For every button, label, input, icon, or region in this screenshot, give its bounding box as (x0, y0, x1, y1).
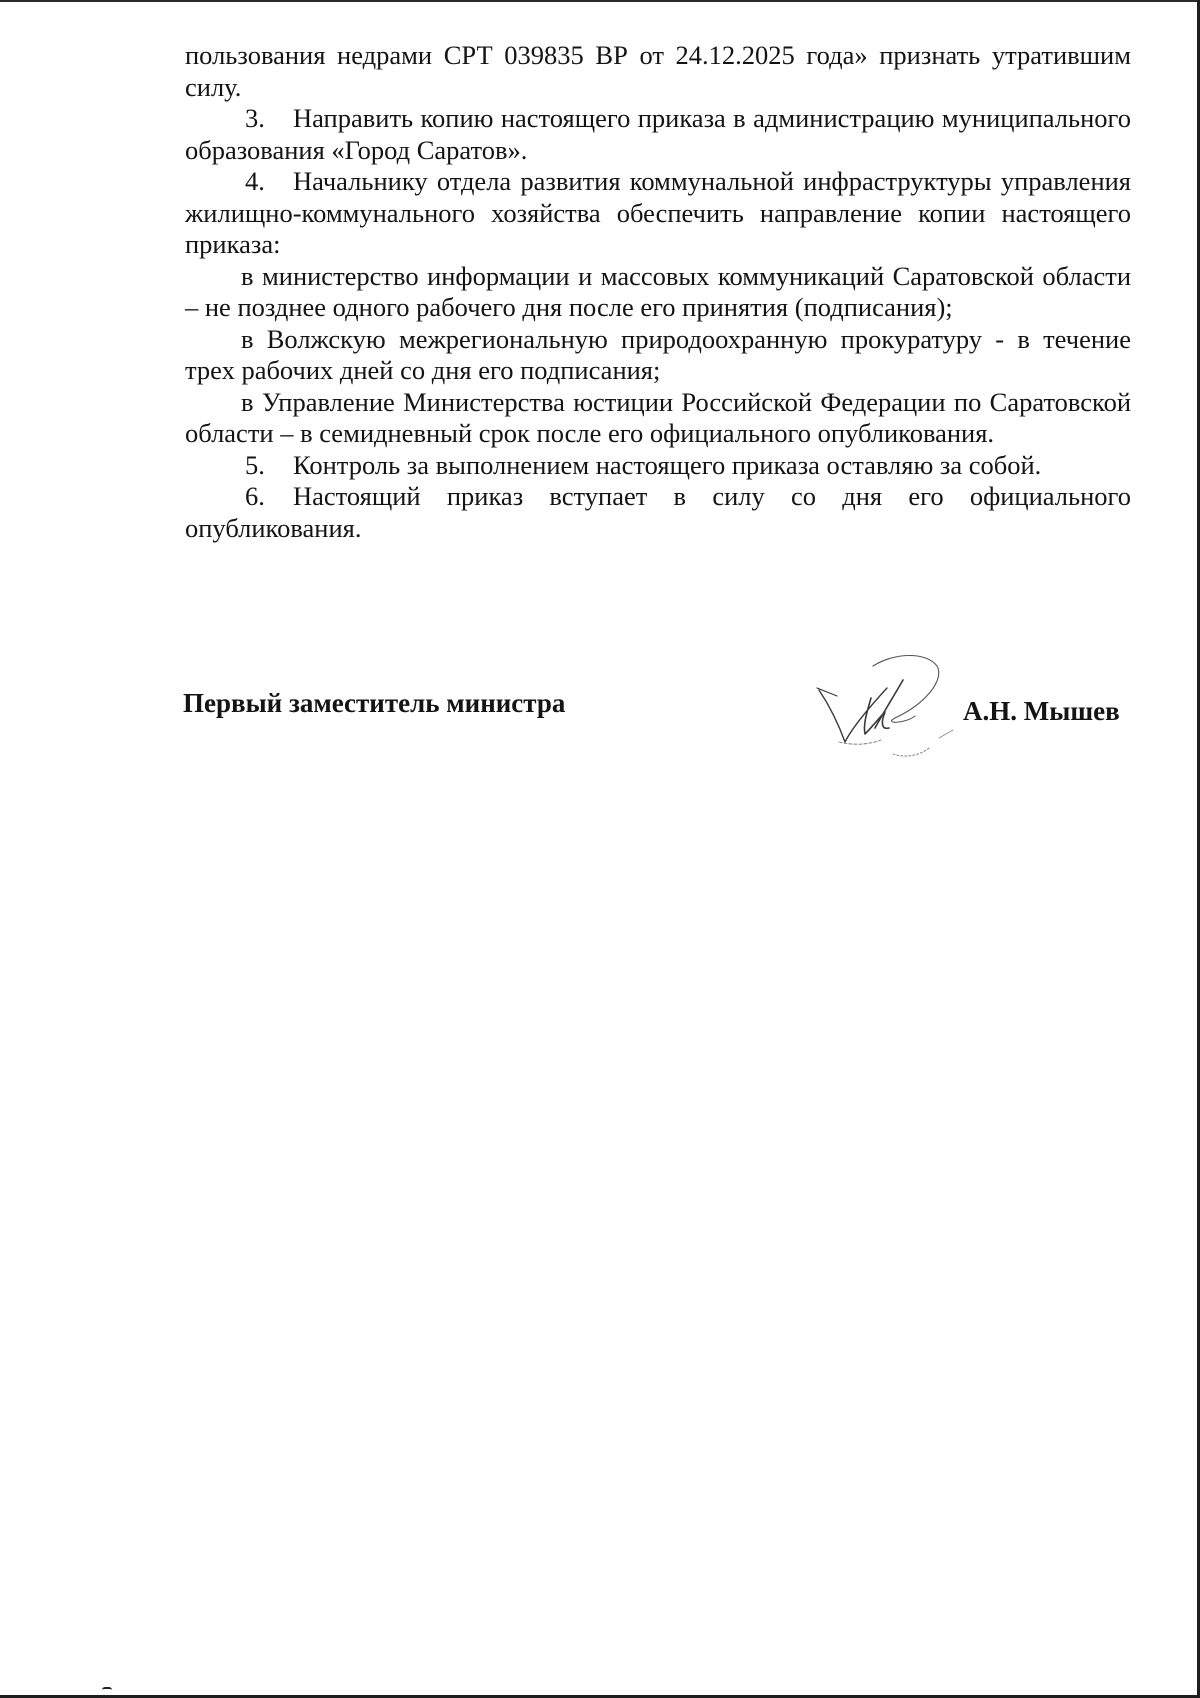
item-number: 3. (245, 103, 265, 133)
paragraph-item-6 (185, 481, 1131, 544)
paragraph-item-5 (185, 450, 1131, 482)
signatory-name: А.Н. Мышев (963, 696, 1120, 726)
paragraph-text: Настоящий приказ вступает в силу со дня его официального опубликования. (185, 481, 1131, 543)
item-number: 5. (245, 449, 265, 480)
handwritten-signature-icon (815, 650, 975, 780)
scan-edge-top (0, 0, 1200, 2)
paragraph-item-3 (185, 103, 1131, 166)
order-body-text (185, 40, 1131, 544)
paragraph-subitem-justice: в Управление Министерства юстиции Российской Федерации по Саратовской области – в семидневный срок после его официального опубликования. (185, 386, 1131, 448)
paragraph-subitem-ministry: в министерство информации и массовых коммуникаций Саратовской области – не позднее одного рабочего дня после его принятия (подписания); (185, 260, 1131, 322)
paragraph-continuation: пользования недрами СРТ 039835 ВР от 24.12.2025 года» признать утратившим силу. (185, 40, 1131, 102)
paragraph-subitem-prosecutor: в Волжскую межрегиональную природоохранную прокуратуру - в течение трех рабочих дней со дня его подписания; (185, 323, 1131, 385)
paragraph-text: Начальнику отдела развития коммунальной инфраструктуры управления жилищно-коммунального хозяйства обеспечить направление копии настоящего приказа: (185, 166, 1131, 259)
paragraph-item-4 (185, 166, 1131, 261)
paragraph-text: Контроль за выполнением настоящего приказа оставляю за собой. (293, 449, 1042, 480)
item-number: 4. (245, 166, 265, 196)
item-number: 6. (245, 481, 265, 511)
scan-corner-mark (102, 1687, 112, 1693)
signatory-title: Первый заместитель министра (183, 688, 566, 718)
paragraph-text: Направить копию настоящего приказа в администрацию муниципального образования «Город Саратов». (185, 103, 1131, 165)
